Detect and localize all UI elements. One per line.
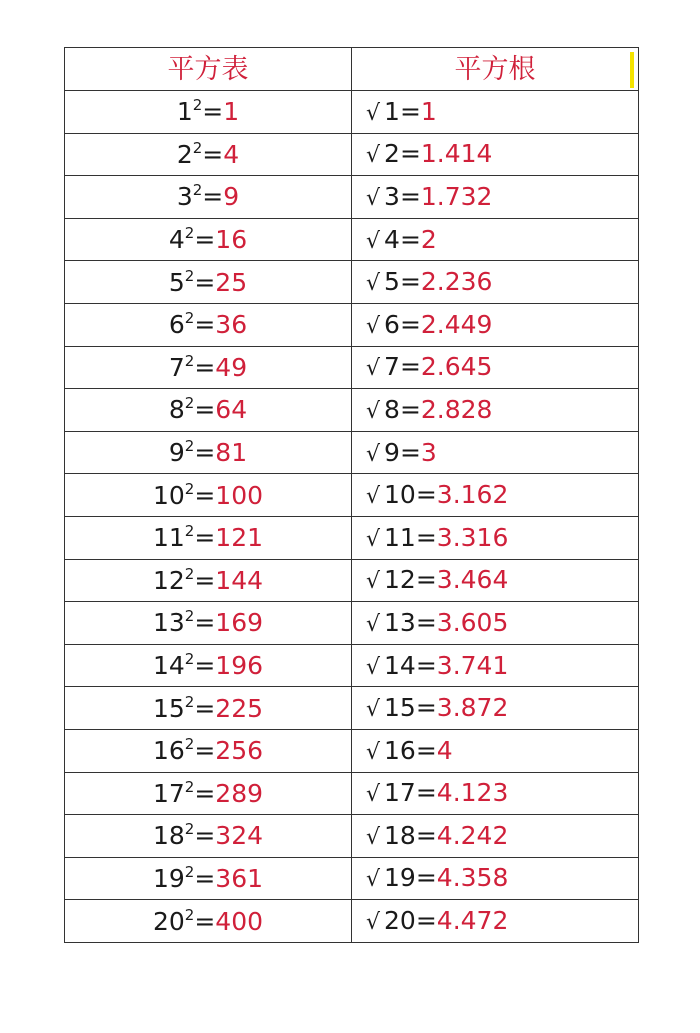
equals-sign: = xyxy=(194,651,216,681)
root-result: 2.449 xyxy=(420,309,493,339)
square-base: 18 xyxy=(152,821,185,851)
square-base: 13 xyxy=(152,608,185,638)
square-root-icon: √ xyxy=(366,398,381,424)
square-base: 9 xyxy=(168,438,185,468)
square-exponent: 2 xyxy=(184,692,195,711)
square-cell xyxy=(65,431,352,474)
table-row xyxy=(65,772,639,815)
square-result: 100 xyxy=(215,480,264,510)
root-radicand: 14 xyxy=(384,650,416,680)
square-result: 256 xyxy=(215,736,264,766)
square-exponent: 2 xyxy=(184,735,195,754)
square-result: 289 xyxy=(215,778,264,808)
equals-sign: = xyxy=(194,523,216,553)
equals-sign: = xyxy=(415,906,437,936)
square-root-icon: √ xyxy=(366,867,381,893)
square-result: 1 xyxy=(223,97,240,127)
header-square-root xyxy=(352,48,639,91)
square-base: 3 xyxy=(176,182,193,212)
root-result: 3.872 xyxy=(436,693,509,723)
equals-sign: = xyxy=(399,96,421,126)
equals-sign: = xyxy=(415,480,437,510)
root-radicand: 10 xyxy=(384,480,416,510)
square-cell xyxy=(65,91,352,134)
square-root-icon: √ xyxy=(366,313,381,339)
root-result: 2.828 xyxy=(420,394,493,424)
square-root-icon: √ xyxy=(366,526,381,552)
square-root-icon: √ xyxy=(366,484,381,510)
square-base: 5 xyxy=(168,267,185,297)
square-root-cell xyxy=(352,516,639,559)
table-row xyxy=(65,303,639,346)
square-root-cell xyxy=(352,559,639,602)
square-root-table xyxy=(64,47,639,943)
equals-sign: = xyxy=(194,608,216,638)
square-base: 11 xyxy=(152,523,185,553)
equals-sign: = xyxy=(415,778,437,808)
square-cell xyxy=(65,602,352,645)
square-exponent: 2 xyxy=(184,777,195,796)
root-result: 4.123 xyxy=(436,778,509,808)
root-result: 3.464 xyxy=(436,565,509,595)
square-result: 64 xyxy=(215,395,248,425)
square-root-icon: √ xyxy=(366,100,381,126)
root-result: 4.472 xyxy=(436,906,509,936)
square-base: 7 xyxy=(168,352,185,382)
square-cell xyxy=(65,261,352,304)
root-result: 2.236 xyxy=(420,267,493,297)
square-root-cell xyxy=(352,389,639,432)
root-radicand: 5 xyxy=(384,267,400,297)
square-result: 25 xyxy=(215,267,248,297)
equals-sign: = xyxy=(399,394,421,424)
square-root-cell xyxy=(352,303,639,346)
square-root-icon: √ xyxy=(366,356,381,382)
equals-sign: = xyxy=(415,863,437,893)
square-base: 15 xyxy=(152,693,185,723)
equals-sign: = xyxy=(415,522,437,552)
table-row xyxy=(65,602,639,645)
square-base: 1 xyxy=(176,97,193,127)
root-result: 3.605 xyxy=(436,607,509,637)
table-row xyxy=(65,815,639,858)
square-result: 36 xyxy=(215,310,248,340)
square-base: 12 xyxy=(152,565,185,595)
square-root-cell xyxy=(352,729,639,772)
square-result: 169 xyxy=(215,608,264,638)
equals-sign: = xyxy=(415,650,437,680)
table-row xyxy=(65,91,639,134)
root-radicand: 9 xyxy=(384,437,400,467)
table-row xyxy=(65,346,639,389)
equals-sign: = xyxy=(194,480,216,510)
square-exponent: 2 xyxy=(184,224,195,243)
equals-sign: = xyxy=(194,778,216,808)
square-cell xyxy=(65,346,352,389)
square-root-cell xyxy=(352,815,639,858)
root-result: 2.645 xyxy=(420,352,493,382)
root-result: 3.741 xyxy=(436,650,509,680)
root-radicand: 13 xyxy=(384,607,416,637)
root-radicand: 11 xyxy=(384,522,416,552)
square-exponent: 2 xyxy=(192,181,203,200)
square-exponent: 2 xyxy=(184,266,195,285)
root-radicand: 1 xyxy=(384,96,400,126)
square-root-cell xyxy=(352,474,639,517)
equals-sign: = xyxy=(415,607,437,637)
square-cell xyxy=(65,687,352,730)
square-root-icon: √ xyxy=(366,271,381,297)
square-root-icon: √ xyxy=(366,441,381,467)
root-radicand: 20 xyxy=(384,906,416,936)
square-root-cell xyxy=(352,133,639,176)
square-root-cell xyxy=(352,644,639,687)
square-result: 49 xyxy=(215,352,248,382)
equals-sign: = xyxy=(399,139,421,169)
equals-sign: = xyxy=(415,693,437,723)
equals-sign: = xyxy=(194,438,216,468)
equals-sign: = xyxy=(194,821,216,851)
square-exponent: 2 xyxy=(192,138,203,157)
equals-sign: = xyxy=(399,352,421,382)
root-result: 3.316 xyxy=(436,522,509,552)
square-root-table-container xyxy=(64,47,636,943)
square-cell xyxy=(65,474,352,517)
square-exponent: 2 xyxy=(184,650,195,669)
square-base: 14 xyxy=(152,651,185,681)
equals-sign: = xyxy=(194,693,216,723)
equals-sign: = xyxy=(399,181,421,211)
square-root-icon: √ xyxy=(366,185,381,211)
equals-sign: = xyxy=(194,736,216,766)
square-cell xyxy=(65,303,352,346)
square-root-icon: √ xyxy=(366,143,381,169)
square-cell xyxy=(65,815,352,858)
root-radicand: 18 xyxy=(384,820,416,850)
square-root-icon: √ xyxy=(366,739,381,765)
square-cell xyxy=(65,644,352,687)
square-cell xyxy=(65,176,352,219)
square-base: 6 xyxy=(168,310,185,340)
root-radicand: 4 xyxy=(384,224,400,254)
equals-sign: = xyxy=(194,565,216,595)
equals-sign: = xyxy=(202,182,224,212)
square-exponent: 2 xyxy=(184,351,195,370)
root-result: 4 xyxy=(436,735,453,765)
square-base: 8 xyxy=(168,395,185,425)
table-row xyxy=(65,218,639,261)
equals-sign: = xyxy=(194,310,216,340)
square-root-icon: √ xyxy=(366,697,381,723)
root-radicand: 7 xyxy=(384,352,400,382)
header-square-root-label: 平方根 xyxy=(454,53,536,85)
table-row xyxy=(65,389,639,432)
table-row xyxy=(65,431,639,474)
table-row xyxy=(65,559,639,602)
root-radicand: 16 xyxy=(384,735,416,765)
table-body xyxy=(65,91,639,943)
square-root-cell xyxy=(352,91,639,134)
text-cursor-marker xyxy=(630,52,634,88)
square-exponent: 2 xyxy=(184,437,195,456)
square-exponent: 2 xyxy=(184,522,195,541)
table-row xyxy=(65,474,639,517)
square-result: 225 xyxy=(215,693,264,723)
square-root-cell xyxy=(352,900,639,943)
equals-sign: = xyxy=(399,437,421,467)
equals-sign: = xyxy=(415,565,437,595)
root-radicand: 12 xyxy=(384,565,416,595)
equals-sign: = xyxy=(399,224,421,254)
square-cell xyxy=(65,218,352,261)
header-square-table: 平方表 xyxy=(65,48,352,91)
root-result: 1.732 xyxy=(420,181,493,211)
square-result: 121 xyxy=(215,523,264,553)
equals-sign: = xyxy=(399,267,421,297)
table-row xyxy=(65,176,639,219)
square-root-cell xyxy=(352,176,639,219)
square-exponent: 2 xyxy=(184,479,195,498)
square-cell xyxy=(65,729,352,772)
square-cell xyxy=(65,516,352,559)
square-root-icon: √ xyxy=(366,824,381,850)
root-result: 3.162 xyxy=(436,480,509,510)
root-result: 2 xyxy=(420,224,437,254)
square-root-icon: √ xyxy=(366,910,381,936)
square-exponent: 2 xyxy=(192,96,203,115)
root-result: 1 xyxy=(420,96,437,126)
root-radicand: 6 xyxy=(384,309,400,339)
square-exponent: 2 xyxy=(184,862,195,881)
equals-sign: = xyxy=(194,863,216,893)
square-root-cell xyxy=(352,857,639,900)
square-base: 17 xyxy=(152,778,185,808)
square-root-icon: √ xyxy=(366,611,381,637)
root-radicand: 8 xyxy=(384,394,400,424)
table-row xyxy=(65,857,639,900)
root-result: 4.358 xyxy=(436,863,509,893)
square-exponent: 2 xyxy=(184,564,195,583)
square-cell xyxy=(65,133,352,176)
equals-sign: = xyxy=(202,97,224,127)
square-base: 20 xyxy=(152,906,185,936)
square-root-cell xyxy=(352,218,639,261)
square-root-cell xyxy=(352,602,639,645)
square-result: 81 xyxy=(215,438,248,468)
square-root-cell xyxy=(352,431,639,474)
square-exponent: 2 xyxy=(184,905,195,924)
square-root-icon: √ xyxy=(366,228,381,254)
square-result: 144 xyxy=(215,565,264,595)
square-result: 361 xyxy=(215,863,264,893)
square-root-cell xyxy=(352,687,639,730)
square-root-cell xyxy=(352,346,639,389)
equals-sign: = xyxy=(415,735,437,765)
square-exponent: 2 xyxy=(184,309,195,328)
root-radicand: 19 xyxy=(384,863,416,893)
table-row xyxy=(65,687,639,730)
table-row xyxy=(65,516,639,559)
square-exponent: 2 xyxy=(184,394,195,413)
equals-sign: = xyxy=(194,906,216,936)
square-result: 324 xyxy=(215,821,264,851)
square-root-icon: √ xyxy=(366,569,381,595)
equals-sign: = xyxy=(399,309,421,339)
square-base: 2 xyxy=(176,139,193,169)
root-radicand: 15 xyxy=(384,693,416,723)
square-root-cell xyxy=(352,772,639,815)
square-root-icon: √ xyxy=(366,782,381,808)
equals-sign: = xyxy=(194,395,216,425)
square-cell xyxy=(65,559,352,602)
square-root-icon: √ xyxy=(366,654,381,680)
equals-sign: = xyxy=(194,225,216,255)
square-exponent: 2 xyxy=(184,607,195,626)
square-result: 16 xyxy=(215,225,248,255)
table-row xyxy=(65,729,639,772)
square-cell xyxy=(65,772,352,815)
square-base: 10 xyxy=(152,480,185,510)
table-row xyxy=(65,133,639,176)
table-row xyxy=(65,261,639,304)
root-radicand: 2 xyxy=(384,139,400,169)
table-row xyxy=(65,644,639,687)
equals-sign: = xyxy=(194,352,216,382)
square-exponent: 2 xyxy=(184,820,195,839)
square-base: 19 xyxy=(152,863,185,893)
square-result: 196 xyxy=(215,651,264,681)
equals-sign: = xyxy=(415,820,437,850)
square-result: 9 xyxy=(223,182,240,212)
square-cell xyxy=(65,389,352,432)
equals-sign: = xyxy=(202,139,224,169)
square-result: 4 xyxy=(223,139,240,169)
square-base: 16 xyxy=(152,736,185,766)
square-cell xyxy=(65,857,352,900)
table-row xyxy=(65,900,639,943)
root-result: 3 xyxy=(420,437,437,467)
equals-sign: = xyxy=(194,267,216,297)
root-result: 4.242 xyxy=(436,820,509,850)
root-radicand: 17 xyxy=(384,778,416,808)
square-cell xyxy=(65,900,352,943)
root-result: 1.414 xyxy=(420,139,493,169)
square-result: 400 xyxy=(215,906,264,936)
table-header-row xyxy=(65,48,639,91)
root-radicand: 3 xyxy=(384,181,400,211)
square-base: 4 xyxy=(168,225,185,255)
square-root-cell xyxy=(352,261,639,304)
